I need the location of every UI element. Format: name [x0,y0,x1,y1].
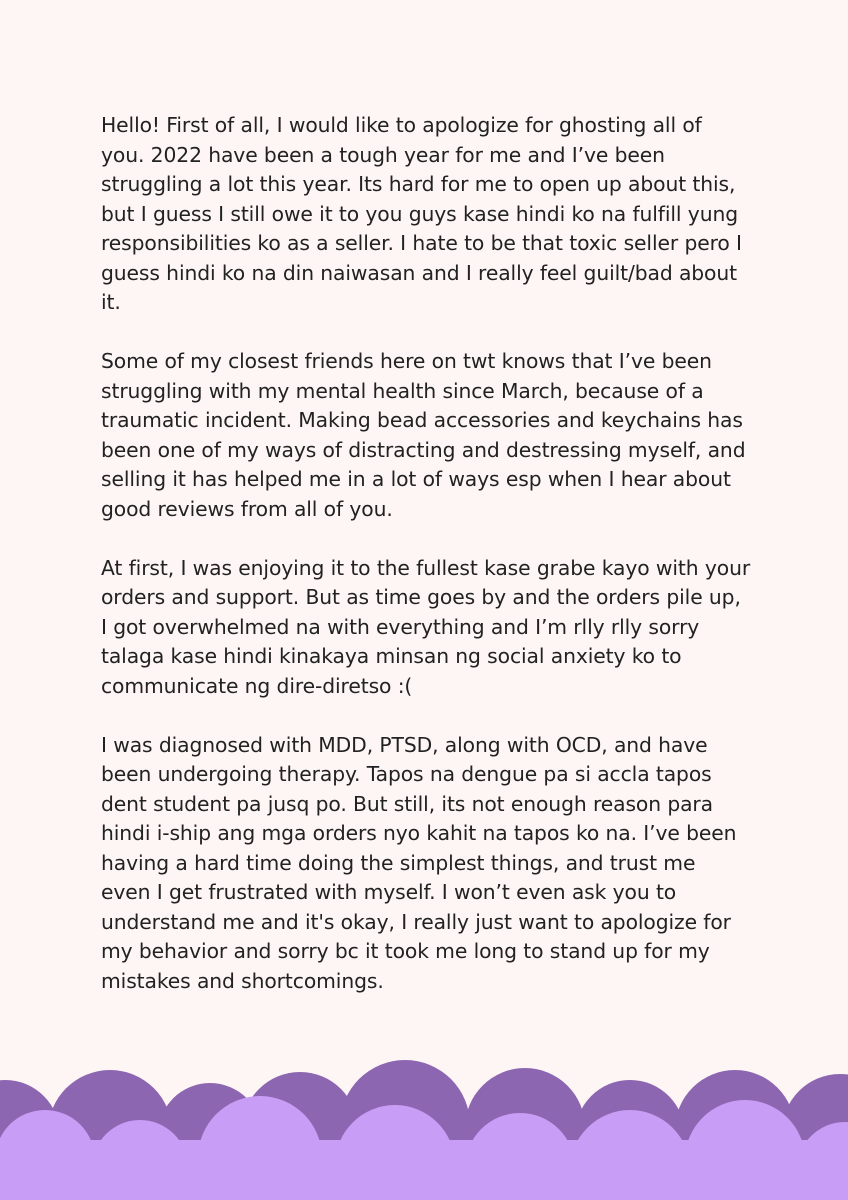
letter-paragraph-4: I was diagnosed with MDD, PTSD, along with OCD, and have been undergoing therapy. Tapos na dengue pa si accla tapos dent student pa jusq po. But still, its not enough reason para hindi i-ship ang mga orders nyo kahit na tapos ko na. I’ve been having a hard time doing the simplest things, and trust me even I get frustrated with myself. I won’t even ask you to understand me and it's okay, I really just want to apologize for my behavior and sorry bc it took me long to stand up for my mistakes and shortcomings. [101,732,737,993]
cloud-footer-decoration [0,1040,848,1200]
letter-paragraph-1: Hello! First of all, I would like to apologize for ghosting all of you. 2022 have been a tough year for me and I’ve been struggling a lot this year. Its hard for me to open up about this, but I guess I still owe it to you guys kase hindi ko na fulfill yung responsibilities ko as a seller. I hate to be that toxic seller pero I guess hindi ko na din naiwasan and I really feel guilt/bad about it. [101,113,742,314]
letter-body [101,111,751,1026]
letter-paragraph-2: Some of my closest friends here on twt knows that I’ve been struggling with my mental health since March, because of a traumatic incident. Making bead accessories and keychains has been one of my ways of distracting and destressing myself, and selling it has helped me in a lot of ways esp when I hear about good reviews from all of you. [101,349,746,521]
letter-paragraph-3: At first, I was enjoying it to the fullest kase grabe kayo with your orders and support. But as time goes by and the orders pile up, I got overwhelmed na with everything and I’m rlly rlly sorry talaga kase hindi kinakaya minsan ng social anxiety ko to communicate ng dire-diretso :( [101,555,751,698]
